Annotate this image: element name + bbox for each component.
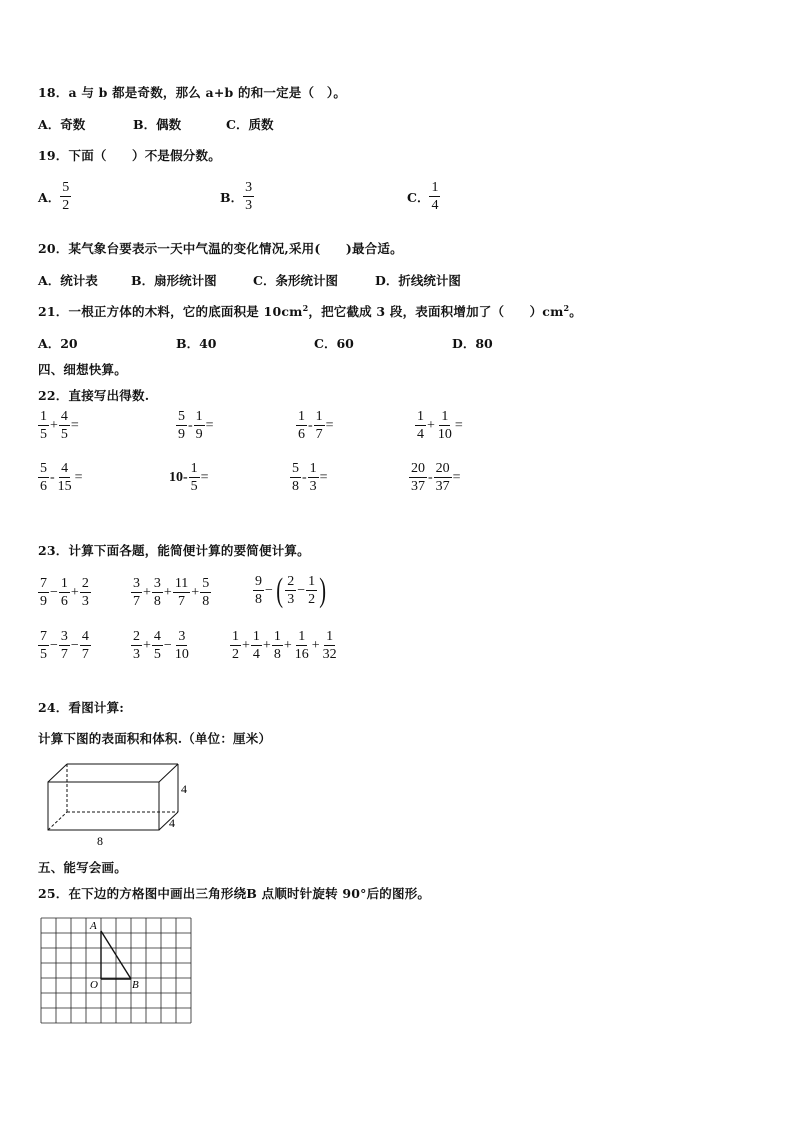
denominator: 10 — [437, 427, 452, 442]
q22-item-7 — [290, 462, 329, 494]
denominator: 6 — [40, 479, 47, 494]
equals: = — [74, 470, 83, 485]
fraction — [436, 410, 454, 442]
numerator: 1 — [232, 629, 239, 644]
q21-sup2: 2 — [563, 302, 570, 313]
fraction — [409, 462, 427, 494]
operator: + — [311, 638, 320, 653]
numerator: 4 — [61, 461, 69, 476]
q19-option-a-label: A． — [38, 190, 61, 205]
q19-option-a — [38, 181, 71, 213]
denominator: 6 — [298, 427, 305, 442]
fraction — [173, 577, 190, 609]
operator: − — [70, 638, 79, 653]
numerator: 2 — [287, 574, 295, 589]
q19-option-b-label: B． — [220, 190, 244, 205]
q21-option-c: C．60 — [314, 336, 354, 351]
numerator: 4 — [60, 409, 68, 424]
denominator: 32 — [322, 647, 337, 662]
denominator: 8 — [273, 647, 281, 662]
denominator: 5 — [153, 647, 161, 662]
operator: + — [262, 638, 271, 653]
numerator: 1 — [190, 461, 198, 476]
operator: + — [143, 638, 151, 653]
q19-option-a-fraction — [60, 181, 71, 213]
numerator: 1 — [309, 461, 317, 476]
equals: = — [70, 418, 79, 433]
denominator: 37 — [411, 479, 425, 494]
numerator: 1 — [315, 409, 323, 424]
front-face — [48, 782, 159, 830]
fraction — [59, 630, 70, 662]
q22-item-5 — [38, 462, 84, 494]
fraction — [131, 577, 142, 609]
operator: - — [308, 418, 313, 433]
q20-option-c: C．条形统计图 — [253, 273, 338, 288]
q22-item-2 — [176, 410, 215, 442]
fraction — [290, 462, 301, 494]
fraction — [415, 410, 426, 442]
whole-number: 10- — [169, 470, 188, 485]
numerator: 3 — [133, 576, 140, 591]
fraction — [56, 462, 74, 494]
q21-stem-part2: ，把它截成 3 段，表面积增加了（ ）cm — [308, 304, 564, 319]
point-o-label: O — [90, 979, 98, 991]
fraction — [230, 630, 241, 662]
q23-expr-1 — [38, 577, 91, 609]
equals: = — [200, 470, 209, 485]
q21-stem: 21．一根正方体的木料，它的底面积是 $10cm^2$，把它截成 3 段，表面积增加了（ ）$cm^2$。 — [38, 302, 582, 319]
numerator: 2 — [81, 576, 89, 591]
height-label: 4 — [181, 782, 187, 796]
fraction — [321, 630, 339, 662]
numerator: 5 — [40, 461, 47, 476]
q21-option-a: A．20 — [38, 336, 78, 351]
q19-option-c-fraction — [429, 181, 440, 213]
q19-option-b — [220, 181, 254, 213]
denominator: 2 — [308, 592, 316, 607]
q19-option-c — [407, 181, 440, 213]
fraction — [173, 630, 191, 662]
denominator: 10 — [174, 647, 189, 662]
q25-stem: 25．在下边的方格图中画出三角形绕B 点顺时针旋转 90°后的图形。 — [38, 886, 431, 901]
fraction — [59, 577, 70, 609]
q19-option-b-fraction — [243, 181, 254, 213]
denominator: 16 — [294, 647, 309, 662]
fraction — [38, 462, 49, 494]
denominator: 4 — [431, 198, 439, 213]
numerator: 1 — [431, 180, 439, 195]
point-a-label: A — [90, 920, 97, 932]
operator: - — [302, 470, 307, 485]
fraction — [38, 410, 49, 442]
q22-stem: 22．直接写出得数. — [38, 388, 150, 403]
fraction — [189, 462, 200, 494]
q23-expr-4 — [38, 630, 91, 662]
fraction — [308, 462, 319, 494]
numerator: 1 — [326, 629, 334, 644]
q21-sup1: 2 — [302, 302, 309, 313]
q20-option-b: B．扇形统计图 — [131, 273, 217, 288]
operator: + — [143, 585, 151, 600]
numerator: 1 — [298, 409, 305, 424]
numerator: 1 — [252, 629, 260, 644]
q18-option-a: A．奇数 — [38, 117, 86, 132]
denominator: 7 — [315, 427, 323, 442]
q18-option-b: B．偶数 — [133, 117, 182, 132]
numerator: 1 — [417, 409, 424, 424]
operator: + — [242, 638, 250, 653]
numerator: 1 — [40, 409, 47, 424]
numerator: 4 — [153, 629, 161, 644]
q21-stem-part1: 21．一根正方体的木料，它的底面积是 10cm — [38, 304, 303, 319]
q22-item-4 — [415, 410, 464, 442]
denominator: 9 — [178, 427, 185, 442]
denominator: 5 — [60, 427, 68, 442]
numerator: 4 — [81, 629, 89, 644]
numerator: 7 — [40, 576, 47, 591]
denominator: 7 — [60, 647, 68, 662]
denominator: 3 — [287, 592, 295, 607]
q23-expr-2 — [131, 577, 211, 609]
depth-label: 4 — [169, 816, 175, 830]
operator: + — [70, 585, 79, 600]
fraction — [194, 410, 205, 442]
q20-stem: 20．某气象台要表示一天中气温的变化情况,采用( )最合适。 — [38, 241, 403, 256]
top-right-edge — [159, 764, 178, 782]
numerator: 1 — [298, 629, 306, 644]
length-label: 8 — [97, 834, 103, 848]
fraction — [306, 575, 317, 607]
q23-expr-6 — [230, 630, 339, 662]
numerator: 20 — [411, 461, 425, 476]
fraction — [434, 462, 452, 494]
q23-stem: 23．计算下面各题，能简便计算的要简便计算。 — [38, 543, 310, 558]
q18-stem: 18．a 与 b 都是奇数，那么 a+b 的和一定是（ ）。 — [38, 85, 347, 100]
operator: - — [188, 418, 193, 433]
numerator: 1 — [441, 409, 449, 424]
numerator: 20 — [435, 461, 450, 476]
fraction — [38, 577, 49, 609]
q19-option-c-label: C． — [407, 190, 430, 205]
fraction — [296, 410, 307, 442]
denominator: 2 — [62, 198, 70, 213]
equals: = — [452, 470, 461, 485]
operator: − — [297, 583, 306, 598]
q22-item-8 — [409, 462, 462, 494]
numerator: 3 — [245, 180, 253, 195]
denominator: 37 — [435, 479, 450, 494]
fraction — [200, 577, 211, 609]
operator: - — [428, 470, 433, 485]
numerator: 7 — [40, 629, 47, 644]
numerator: 1 — [308, 574, 316, 589]
fraction — [80, 630, 91, 662]
cuboid-diagram — [40, 756, 200, 848]
denominator: 9 — [195, 427, 203, 442]
equals: = — [325, 418, 334, 433]
q22-item-1 — [38, 410, 80, 442]
numerator: 1 — [273, 629, 281, 644]
numerator: 5 — [292, 461, 299, 476]
denominator: 4 — [417, 427, 424, 442]
denominator: 7 — [133, 594, 140, 609]
operator: − — [50, 585, 58, 600]
fraction — [293, 630, 311, 662]
operator: − — [163, 638, 172, 653]
denominator: 8 — [255, 592, 262, 607]
fraction — [80, 577, 91, 609]
equals: = — [454, 418, 463, 433]
fraction — [285, 575, 296, 607]
denominator: 5 — [190, 479, 198, 494]
fraction — [152, 630, 163, 662]
operator: + — [427, 418, 435, 433]
numerator: 5 — [202, 576, 210, 591]
fraction — [59, 410, 70, 442]
equals: = — [205, 418, 214, 433]
fraction — [38, 630, 49, 662]
denominator: 6 — [60, 594, 68, 609]
left-paren: ( — [276, 572, 283, 609]
denominator: 5 — [40, 647, 47, 662]
denominator: 3 — [133, 647, 140, 662]
denominator: 8 — [292, 479, 299, 494]
grid-diagram — [38, 915, 194, 1027]
fraction — [251, 630, 262, 662]
fraction — [272, 630, 283, 662]
denominator: 7 — [178, 594, 186, 609]
denominator: 3 — [245, 198, 253, 213]
fraction — [131, 630, 142, 662]
fraction — [253, 575, 264, 607]
operator: + — [163, 585, 172, 600]
numerator: 5 — [62, 180, 70, 195]
q21-option-d: D．80 — [452, 336, 493, 351]
fraction — [314, 410, 325, 442]
operator: + — [191, 585, 200, 600]
denominator: 3 — [81, 594, 89, 609]
denominator: 15 — [57, 479, 72, 494]
denominator: 9 — [40, 594, 47, 609]
q23-expr-3 — [253, 574, 328, 608]
numerator: 1 — [195, 409, 203, 424]
fraction — [176, 410, 187, 442]
q22-item-6 — [168, 462, 210, 494]
q20-option-a: A．统计表 — [38, 273, 98, 288]
top-left-edge — [48, 764, 67, 782]
q18-option-c: C．质数 — [226, 117, 274, 132]
numerator: 3 — [153, 576, 161, 591]
operator: - — [50, 470, 55, 485]
denominator: 8 — [202, 594, 210, 609]
numerator: 11 — [174, 576, 189, 591]
denominator: 7 — [81, 647, 89, 662]
section-4-heading: 四、细想快算。 — [38, 362, 127, 377]
q20-option-d: D．折线统计图 — [375, 273, 461, 288]
q22-item-3 — [296, 410, 335, 442]
section-5-heading: 五、能写会画。 — [38, 860, 127, 875]
numerator: 5 — [178, 409, 185, 424]
q24-stem: 24．看图计算: — [38, 700, 125, 715]
right-paren: ) — [319, 572, 327, 609]
equals: = — [319, 470, 328, 485]
denominator: 3 — [309, 479, 317, 494]
hidden-edge-depth — [48, 812, 67, 830]
numerator: 3 — [60, 629, 68, 644]
grid-lines — [41, 918, 191, 1023]
operator: + — [50, 418, 58, 433]
denominator: 4 — [252, 647, 260, 662]
q21-option-b: B．40 — [176, 336, 217, 351]
operator: − — [265, 583, 273, 598]
numerator: 9 — [255, 574, 262, 589]
q19-stem: 19．下面（ ）不是假分数。 — [38, 148, 221, 163]
operator: + — [283, 638, 292, 653]
denominator: 8 — [153, 594, 161, 609]
fraction — [152, 577, 163, 609]
numerator: 1 — [60, 576, 68, 591]
denominator: 2 — [232, 647, 239, 662]
point-b-label: B — [132, 979, 139, 991]
denominator: 5 — [40, 427, 47, 442]
numerator: 2 — [133, 629, 140, 644]
operator: − — [50, 638, 58, 653]
q23-expr-5 — [131, 630, 191, 662]
q24-subtitle: 计算下图的表面积和体积.（单位：厘米） — [38, 731, 272, 746]
numerator: 3 — [178, 629, 186, 644]
